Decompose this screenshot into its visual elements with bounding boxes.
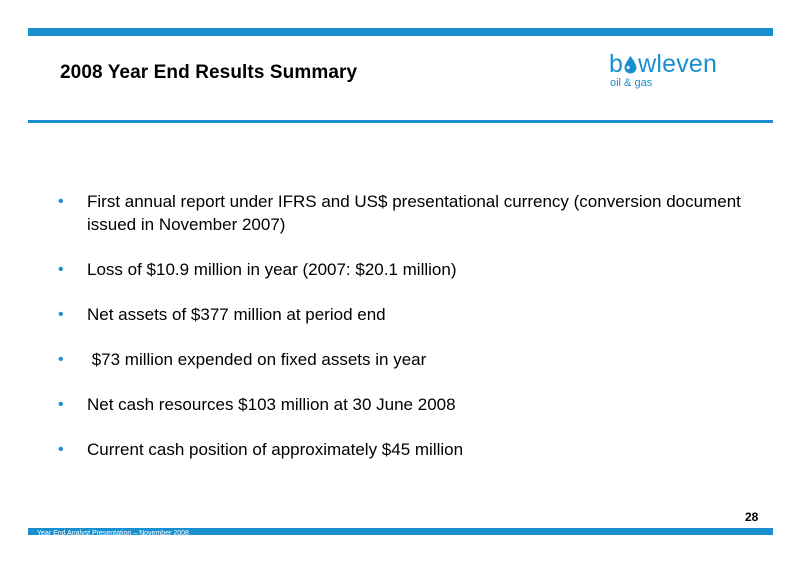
bullet-item [58,303,758,326]
bullet-text: $73 million expended on fixed assets in year [87,350,427,369]
bullet-item [58,393,758,416]
bullet-list [58,190,758,483]
bullet-text: First annual report under IFRS and US$ presentational currency (conversion document issued in November 2007) [87,192,741,234]
bullet-item [58,438,758,461]
bullet-item [58,190,758,236]
bullet-text: Net assets of $377 million at period end [87,305,386,324]
footer-caption: Year End Analyst Presentation – November 2008 [37,530,189,537]
header-bar [28,28,773,36]
bullet-item [58,258,758,281]
bullet-text: Loss of $10.9 million in year (2007: $20.1 million) [87,260,457,279]
bullet-icon: • [58,396,64,413]
bullet-text: Net cash resources $103 million at 30 June 2008 [87,395,456,414]
bullet-icon: • [58,441,64,458]
bullet-icon: • [58,306,64,323]
company-logo [609,50,739,92]
bullet-item [58,348,758,371]
slide-title: 2008 Year End Results Summary [60,62,358,83]
bullet-text: Current cash position of approximately $45 million [87,440,464,459]
header-divider [28,120,773,123]
bullet-icon: • [58,261,64,278]
bullet-icon: • [58,193,64,210]
page-number: 28 [745,510,759,524]
logo-subtitle: oil & gas [610,77,653,89]
oil-drop-icon [623,56,638,74]
bullet-icon: • [58,351,64,368]
logo-wordmark: b wleven [609,50,718,78]
